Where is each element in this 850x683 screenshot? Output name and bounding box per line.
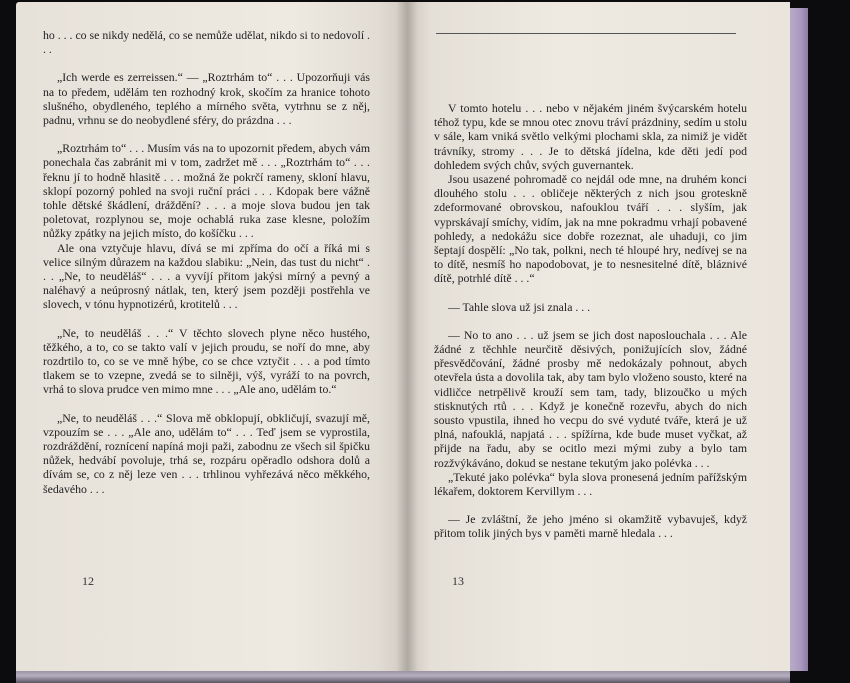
paragraph: „Ich werde es zerreissen.“ — „Roztrhám to“ . . . Upozorňuji vás na to předem, udělám ten rozhodný krok, skočím za hranice tohoto slušného, obydleného, teplého a mírného světa, vytrhnu se z něj, padnu, vrhnu se do neobydlené sféry, do prázdna . . .	[43, 70, 370, 128]
page-number-right: 13	[452, 574, 464, 588]
paragraph: Jsou usazené pohromadě co nejdál ode mne, na druhém konci dlouhého stolu . . . obličeje některých z nich jsou groteskně zdeformované obrovskou, nafouklou tváří . . . slyším, jak vyprskávají smíchy, vidím, jak na mne pokradmu vrhají pobavené pohledy, a nedokážu sice dobře rozeznat, ale uhaduji, co jim šeptají dospělí: „No tak, polkni, nech té hloupé hry, nedívej se na to dítě, nesmíš ho napodobovat, je to nesnesitelné dítě, bláznivé dítě, potrhlé dítě . . .“	[434, 172, 747, 286]
paragraph: V tomto hotelu . . . nebo v nějakém jiném švýcarském hotelu téhož typu, kde se mnou otec znovu tráví prázdniny, sedím u stolu v sále, kam vniká světlo velkými plochami skla, za nimiž je vidět trávníky, stromy . . . Je to dětská jídelna, kde děti jedí pod dohledem svých chův, svých guvernantek.	[434, 101, 747, 172]
paragraph: „Roztrhám to“ . . . Musím vás na to upozornit předem, abych vám ponechala čas zabránit mi v tom, zadržet mě . . . „Roztrhám to“ . . . řeknu jí to hodně hlasitě . . . možná že pokrčí rameny, skloní hlavu, sklopí pozorný pohled na svoji ruční práci . . . Kdopak bere vážně tohle dětské škádlení, dráždění? . . . a moje slova budou jen tak poletovat, rozplynou se, moje ochablá ruka zase klesne, položím nůžky zpátky na jejich místo, do košíčku . . .	[43, 141, 370, 241]
paragraph: — Je zvláštní, že jeho jméno si okamžitě vybavuješ, když přitom tolik jiných bys v paměti marně hledala . . .	[434, 512, 747, 541]
left-page-text	[43, 28, 370, 496]
paragraph: „Tekuté jako polévka“ byla slova pronesená jedním pařížským lékařem, doktorem Kervillym . . .	[434, 469, 747, 499]
paragraph: — No to ano . . . už jsem se jich dost naposlouchala . . . Ale žádné z těchhle neurčitě děsivých, ponižujících slov, žádné přesvědčování, žádné prosby mě nedokázaly pohnout, abych otevřela ústa a dovolila tak, aby tam bylo vloženo sousto, které na vidličce netrpělivě krouží sem tam, tady, blizoučko u mých stisknutých rtů . . . Když je konečně rozevřu, abych do nich sousto vpustila, ihned ho vecpu do své vyduté tváře, která je už plná, nafouklá, napjatá . . . spížírna, kde bude muset vyčkat, až přijde na řadu, aby se ocitlo mezi mými zuby a bylo tam rozžvýkáváno, dokud se nestane tekutým jako polévka . . .	[434, 327, 747, 470]
paragraph: ho . . . co se nikdy nedělá, co se nemůže udělat, nikdo si to nedovolí . . .	[43, 28, 370, 57]
section-rule	[436, 33, 736, 34]
book-cover-edge	[790, 8, 808, 671]
paragraph: — Tahle slova už jsi znala . . .	[448, 299, 591, 314]
paragraph: „Ne, to neuděláš . . .“ V těchto slovech plyne něco hustého, těžkého, a to, co se takto valí v jejich proudu, se noří do mne, aby rozdrtilo to, co se ve mně hýbe, co se chce vztyčit . . . a pod tímto tlakem se to vzepne, zvedá se to silněji, výš, vyráží to na povrch, vrhá to slova prudce ven mimo mne . . . „Ale ano, udělám to.“	[43, 325, 370, 397]
book-bottom-edge	[16, 671, 790, 683]
right-page-text	[434, 101, 747, 541]
paragraph: Ale ona vztyčuje hlavu, dívá se mi zpříma do očí a říká mi s velice silným důrazem na každou slabiku: „Nein, das tust du nicht“ . . . „Ne, to neuděláš“ . . . a vyvíjí přitom jakýsi mírný a pevný a naléhavý a neúprosný nátlak, ten, který jsem později postřehla ve slovech, v tónu hypnotizérů, krotitelů . . .	[43, 240, 370, 312]
page-number-left: 12	[82, 574, 94, 588]
paragraph: „Ne, to neuděláš . . .“ Slova mě obklopují, obkličují, svazují mě, vzpouzím se . . . „Ale ano, udělám to“ . . . Teď jsem se vyprostila, rozdráždění, roznícení napíná moji paži, zabodnu ze všech sil špičku nůžek, hedvábí povoluje, trhá se, rozpáru opěradlo odshora dolů a dívám se, co z něj leze ven . . . trhlinou vyhřezává něco měkkého, šedavého . . .	[43, 410, 370, 496]
